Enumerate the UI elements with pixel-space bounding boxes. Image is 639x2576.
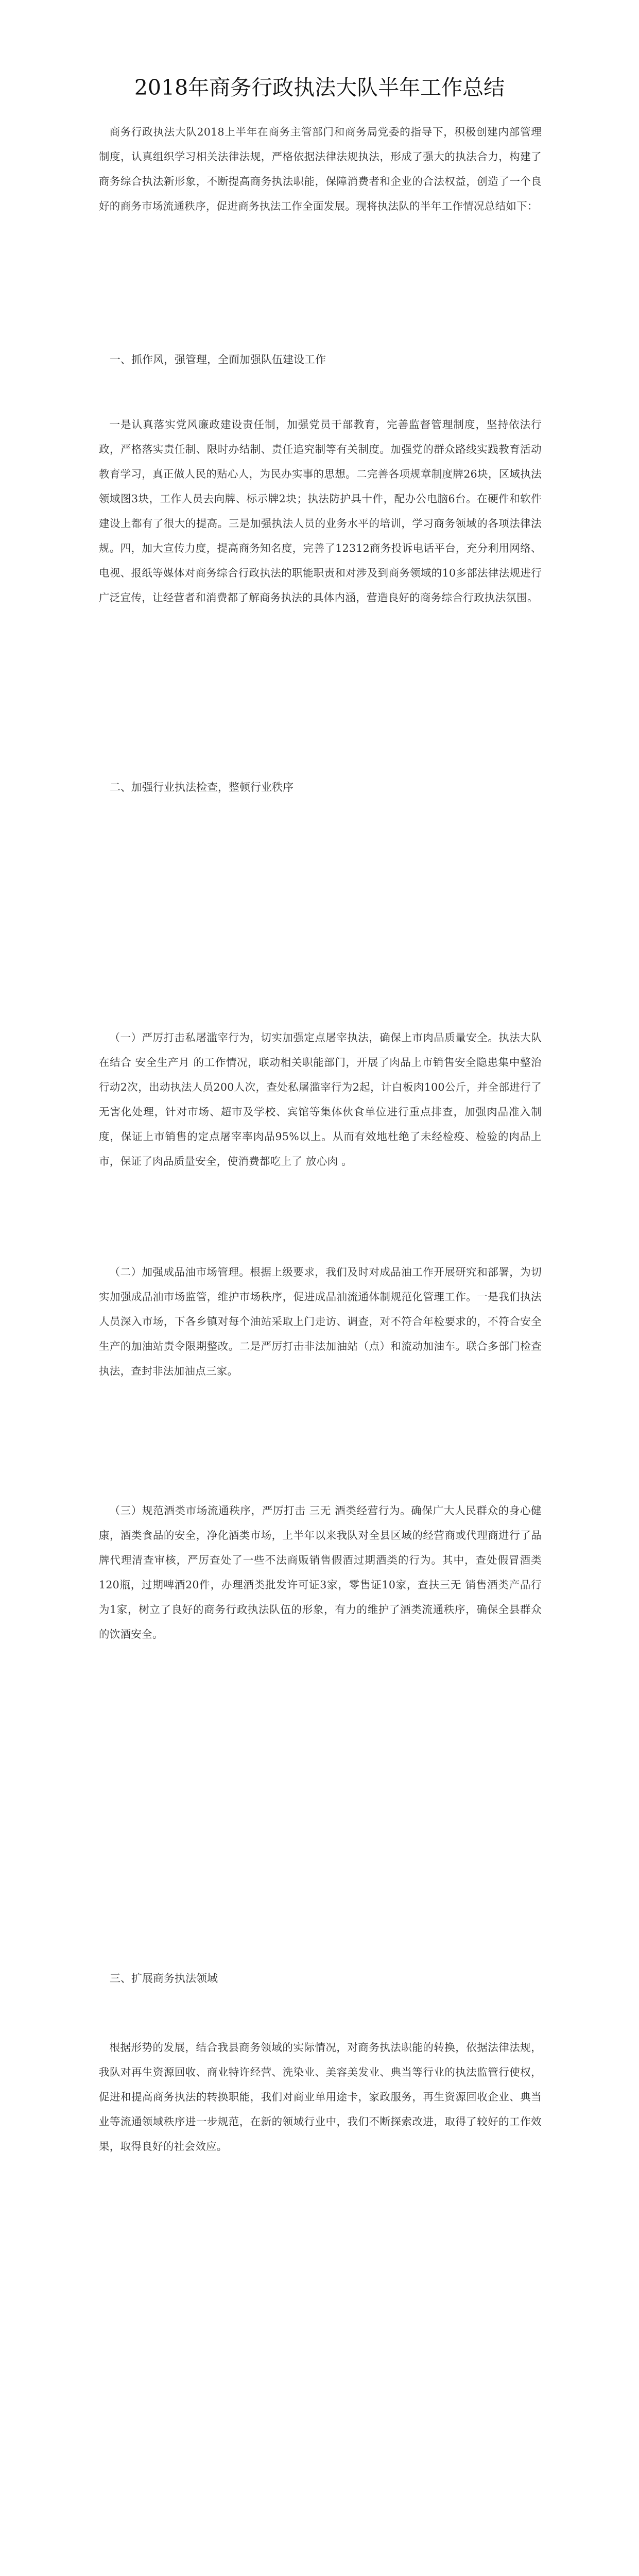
intro-paragraph: 商务行政执法大队2018上半年在商务主管部门和商务局党委的指导下，积极创建内部管理制度，认真组织学习相关法律法规，严格依据法律法规执法，形成了强大的执法合力，构建了商务综合执法新形象，不断提高商务执法职能，保障消费者和企业的合法权益，创造了一个良好的商务市场流通秩序，促进商务执法工作全面发展。现将执法队的半年工作情况总结如下： <box>99 126 542 212</box>
document-title: 2018年商务行政执法大队半年工作总结 <box>134 75 505 100</box>
section-2-heading: 二、加强行业执法检查，整顿行业秩序 <box>110 781 293 793</box>
section-2-paragraph-2: （二）加强成品油市场管理。根据上级要求，我们及时对成品油工作开展研究和部署，为切实加强成品油市场监管，维护市场秩序，促进成品油流通体制规范化管理工作。一是我们执法人员深入市场，下各乡镇对每个油站采取上门走访、调查，对不符合年检要求的，不符合安全生产的加油站责令限期整改。二是严厉打击非法加油站（点）和流动加油车。联合多部门检查执法，查封非法加油点三家。 <box>99 1266 542 1377</box>
section-3-paragraph: 根据形势的发展，结合我县商务领域的实际情况，对商务执法职能的转换，依据法律法规，我队对再生资源回收、商业特许经营、洗染业、美容美发业、典当等行业的执法监管行使权，促进和提高商务执法的转换职能，我们对商业单用途卡，家政服务，再生资源回收企业、典当业等流通领域秩序进一步规范，在新的领域行业中，我们不断探索改进，取得了较好的工作效果，取得良好的社会效应。 <box>99 2041 542 2153</box>
section-2-paragraph-3: （三）规范酒类市场流通秩序，严厉打击 三无 酒类经营行为。确保广大人民群众的身心健康，酒类食品的安全，净化酒类市场，上半年以来我队对全县区域的经营商或代理商进行了品牌代理清查审核，严厉查处了一些不法商贩销售假酒过期酒类的行为。其中，查处假冒酒类120瓶，过期啤酒20件，办理酒类批发许可证3家，零售证10家，查扶三无 销售酒类产品行为1家，树立了良好的商务行政执法队伍的形象，有力的维护了酒类流通秩序，确保全县群众的饮酒安全。 <box>99 1504 542 1640</box>
section-1-paragraph: 一是认真落实党风廉政建设责任制，加强党员干部教育，完善监督管理制度，坚持依法行政，严格落实责任制、限时办结制、责任追究制等有关制度。加强党的群众路线实践教育活动教育学习，真正做人民的贴心人，为民办实事的思想。二完善各项规章制度牌26块，区域执法领域图3块，工作人员去向牌、标示牌2块；执法防护具十件，配办公电脑6台。在硬件和软件建设上都有了很大的提高。三是加强执法人员的业务水平的培训，学习商务领域的各项法律法规。四，加大宣传力度，提高商务知名度，完善了12312商务投诉电话平台，充分利用网络、电视、报纸等媒体对商务综合行政执法的职能职责和对涉及到商务领域的10多部法律法规进行广泛宣传，让经营者和消费都了解商务执法的具体内涵，营造良好的商务综合行政执法氛围。 <box>99 418 542 604</box>
section-3-heading: 三、扩展商务执法领域 <box>110 1972 218 1985</box>
section-1-heading: 一、抓作风，强管理，全面加强队伍建设工作 <box>110 353 326 366</box>
section-2-paragraph-1: （一）严厉打击私屠滥宰行为，切实加强定点屠宰执法，确保上市肉品质量安全。执法大队在结合 安全生产月 的工作情况，联动相关职能部门，开展了肉品上市销售安全隐患集中整治行动2次，出动执法人员200人次，查处私屠滥宰行为2起，计白板肉100公斤，并全部进行了无害化处理，针对市场、超市及学校、宾馆等集体伙食单位进行重点排查，加强肉品准入制度，保证上市销售的定点屠宰率肉品95%以上。从而有效地杜绝了未经检疫、检验的肉品上市，保证了肉品质量安全，使消费都吃上了 放心肉 。 <box>99 1031 542 1167</box>
